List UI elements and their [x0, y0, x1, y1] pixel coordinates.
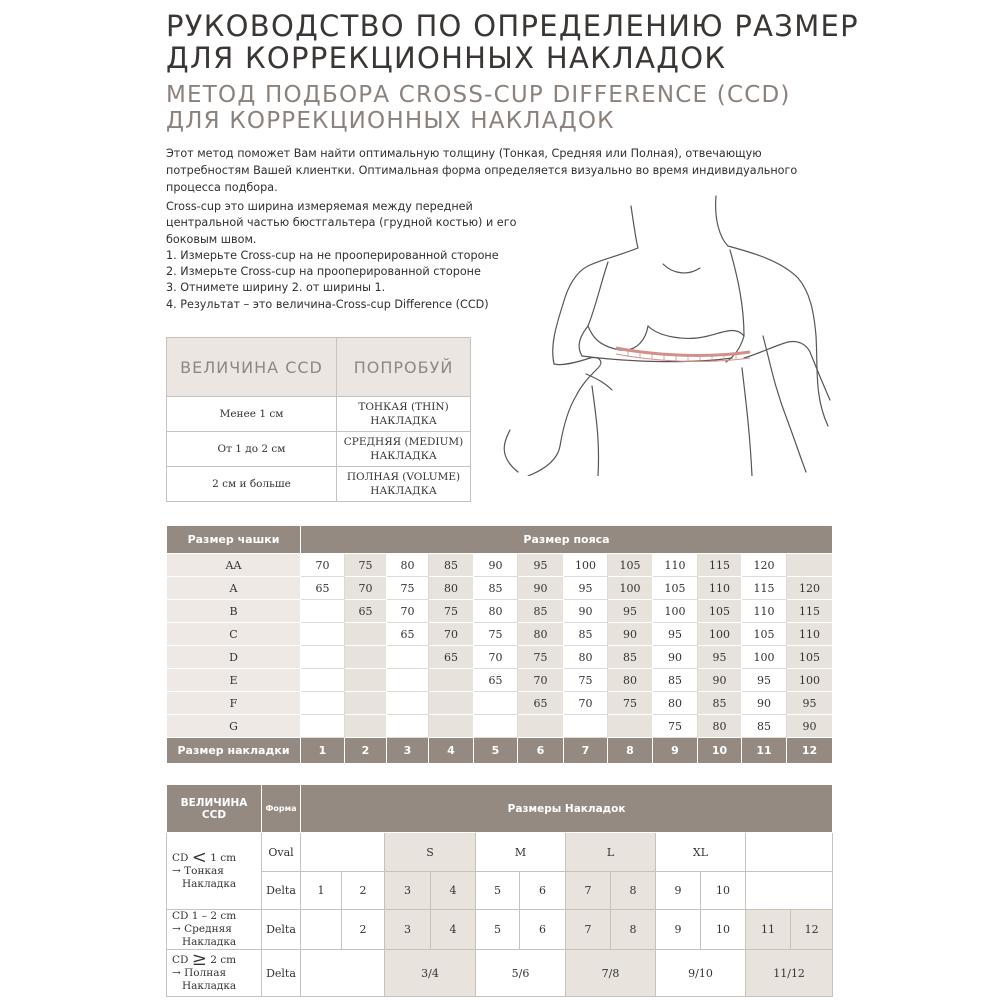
band-size-cell [518, 715, 564, 738]
band-size-cell [608, 715, 653, 738]
pad-size-number: 6 [518, 738, 564, 764]
band-size-cell: 80 [698, 715, 742, 738]
band-size-cell: 105 [742, 623, 787, 646]
band-size-cell: 90 [742, 692, 787, 715]
ccd-try: ПОЛНАЯ (VOLUME) НАКЛАДКА [337, 467, 471, 502]
band-size-cell: 110 [787, 623, 833, 646]
band-size-cell: 80 [474, 600, 518, 623]
cup-size-label: A [167, 577, 301, 600]
band-size-cell: 70 [429, 623, 474, 646]
definition-line-1: Cross-cup это ширина измеряемая между передней [166, 200, 473, 213]
pad-size-number: 3 [387, 738, 429, 764]
delta-size: 2 [342, 872, 385, 910]
ccd-try: СРЕДНЯЯ (MEDIUM) НАКЛАДКА [337, 432, 471, 467]
band-size-cell: 115 [787, 600, 833, 623]
delta-size: 5/6 [476, 950, 566, 997]
pad-size-number: 5 [474, 738, 518, 764]
pad-size-number: 11 [742, 738, 787, 764]
band-size-cell: 80 [653, 692, 698, 715]
band-size-cell: 90 [564, 600, 608, 623]
band-size-cell: 95 [742, 669, 787, 692]
band-size-cell: 75 [429, 600, 474, 623]
band-size-cell [387, 692, 429, 715]
band-size-cell: 80 [387, 554, 429, 577]
delta-size: 9 [656, 872, 701, 910]
pad-size-number: 8 [608, 738, 653, 764]
band-size-cell [345, 715, 387, 738]
band-size-cell: 120 [742, 554, 787, 577]
band-size-cell: 85 [742, 715, 787, 738]
definition-line-2: центральной частью бюстгальтера (грудной костью) и его [166, 216, 517, 230]
pad-sizes-header: Размеры Накладок [301, 785, 833, 833]
band-size-cell: 70 [474, 646, 518, 669]
oval-size: M [476, 833, 566, 872]
band-size-cell: 65 [429, 646, 474, 669]
band-size-cell [345, 692, 387, 715]
band-size-cell: 95 [698, 646, 742, 669]
oval-size: XL [656, 833, 746, 872]
band-size-cell: 85 [474, 577, 518, 600]
cup-size-header: Размер чашки [167, 526, 301, 554]
band-size-cell: 70 [301, 554, 345, 577]
delta-size: 10 [701, 910, 746, 950]
band-size-cell: 90 [608, 623, 653, 646]
band-size-cell: 90 [653, 646, 698, 669]
band-size-cell: 95 [787, 692, 833, 715]
pad-cell [301, 910, 342, 950]
band-size-cell: 110 [653, 554, 698, 577]
pad-size-number: 12 [787, 738, 833, 764]
band-size-cell [345, 669, 387, 692]
band-size-cell [429, 692, 474, 715]
ccd-col-header: ВЕЛИЧИНА CCD [167, 338, 337, 397]
band-size-cell [301, 600, 345, 623]
measurement-illustration [488, 186, 838, 476]
ccd-value-header: ВЕЛИЧИНА CCD [167, 785, 262, 833]
cup-size-label: C [167, 623, 301, 646]
step-4: 4. Результат – это величина-Cross-cup Difference (CCD) [166, 297, 489, 311]
form-oval: Oval [262, 833, 301, 872]
pad-cell [746, 872, 833, 910]
band-size-cell: 80 [518, 623, 564, 646]
band-size-cell [429, 715, 474, 738]
band-size-cell: 90 [698, 669, 742, 692]
delta-size: 12 [791, 910, 833, 950]
cup-size-label: D [167, 646, 301, 669]
band-size-cell: 65 [474, 669, 518, 692]
delta-size: 2 [342, 910, 385, 950]
size-table [166, 525, 833, 764]
band-size-cell: 75 [608, 692, 653, 715]
band-size-cell: 90 [474, 554, 518, 577]
band-size-cell: 65 [387, 623, 429, 646]
band-size-cell: 110 [698, 577, 742, 600]
band-size-cell: 100 [653, 600, 698, 623]
band-size-cell [301, 669, 345, 692]
delta-size: 4 [431, 872, 476, 910]
band-size-cell: 75 [345, 554, 387, 577]
delta-size: 3/4 [385, 950, 476, 997]
band-size-cell: 85 [653, 669, 698, 692]
ccd-try: ТОНКАЯ (THIN) НАКЛАДКА [337, 397, 471, 432]
band-size-cell: 100 [787, 669, 833, 692]
band-size-cell: 85 [564, 623, 608, 646]
band-size-cell: 80 [429, 577, 474, 600]
delta-size: 8 [611, 910, 656, 950]
band-size-cell [564, 715, 608, 738]
band-size-cell: 85 [698, 692, 742, 715]
band-size-cell: 85 [429, 554, 474, 577]
pad-size-number: 10 [698, 738, 742, 764]
band-size-cell: 100 [608, 577, 653, 600]
pad-cell [301, 950, 385, 997]
form-delta: Delta [262, 910, 301, 950]
band-size-cell: 105 [653, 577, 698, 600]
delta-size: 5 [476, 872, 520, 910]
band-size-cell: 95 [608, 600, 653, 623]
band-size-cell: 75 [518, 646, 564, 669]
ccd-range: 2 см и больше [167, 467, 337, 502]
form-delta: Delta [262, 872, 301, 910]
band-size-cell [787, 554, 833, 577]
delta-size: 3 [385, 872, 431, 910]
band-size-cell: 105 [787, 646, 833, 669]
delta-size: 10 [701, 872, 746, 910]
pad-size-label: Размер накладки [167, 738, 301, 764]
delta-size: 9 [656, 910, 701, 950]
band-size-cell: 95 [653, 623, 698, 646]
intro-paragraph: Этот метод поможет Вам найти оптимальную толщину (Тонкая, Средняя или Полная), отвечающую потребностям Вашей клиентки. Оптимальная форма определяется визуально во время индивидуального процесса подбора. [166, 147, 798, 194]
pad-size-number: 1 [301, 738, 345, 764]
band-size-cell: 105 [698, 600, 742, 623]
band-size-cell: 90 [787, 715, 833, 738]
step-3: 3. Отнимете ширину 2. от ширины 1. [166, 281, 386, 295]
band-size-cell: 100 [698, 623, 742, 646]
full-ccd-label: CD ≥ 2 cm → Полная Накладка [167, 950, 262, 997]
band-size-cell [387, 669, 429, 692]
definition-line-3: боковым швом. [166, 232, 257, 246]
band-size-cell [345, 623, 387, 646]
band-size-cell [301, 623, 345, 646]
band-size-header: Размер пояса [301, 526, 833, 554]
band-size-cell: 65 [301, 577, 345, 600]
delta-size: 6 [520, 910, 566, 950]
band-size-cell [474, 692, 518, 715]
ccd-table [166, 337, 471, 502]
cup-size-label: F [167, 692, 301, 715]
band-size-cell: 85 [608, 646, 653, 669]
band-size-cell: 70 [345, 577, 387, 600]
band-size-cell [474, 715, 518, 738]
form-header: Форма [262, 785, 301, 833]
delta-size: 7/8 [566, 950, 656, 997]
band-size-cell [387, 715, 429, 738]
page-title-line-1: РУКОВОДСТВО ПО ОПРЕДЕЛЕНИЮ РАЗМЕР [166, 9, 859, 43]
band-size-cell: 70 [564, 692, 608, 715]
band-size-cell: 70 [387, 600, 429, 623]
thin-ccd-label: CD < 1 cm → Тонкая Накладка [167, 833, 262, 910]
band-size-cell: 80 [608, 669, 653, 692]
band-size-cell: 80 [564, 646, 608, 669]
band-size-cell: 120 [787, 577, 833, 600]
cup-size-label: E [167, 669, 301, 692]
band-size-cell: 95 [564, 577, 608, 600]
band-size-cell: 75 [387, 577, 429, 600]
band-size-cell: 100 [742, 646, 787, 669]
medium-ccd-label: CD 1 – 2 cm → Средняя Накладка [167, 910, 262, 950]
delta-size: 5 [476, 910, 520, 950]
band-size-cell: 105 [608, 554, 653, 577]
band-size-cell: 75 [653, 715, 698, 738]
oval-size: L [566, 833, 656, 872]
delta-size: 6 [520, 872, 566, 910]
pad-cell [746, 833, 833, 872]
delta-size: 11 [746, 910, 791, 950]
band-size-cell [301, 715, 345, 738]
cup-size-label: AA [167, 554, 301, 577]
band-size-cell [301, 646, 345, 669]
delta-size: 8 [611, 872, 656, 910]
band-size-cell: 65 [345, 600, 387, 623]
delta-size: 7 [566, 872, 611, 910]
subtitle-line-1: МЕТОД ПОДБОРА CROSS-CUP DIFFERENCE (CCD) [166, 82, 791, 108]
ccd-range: От 1 до 2 см [167, 432, 337, 467]
delta-size: 11/12 [746, 950, 833, 997]
try-col-header: ПОПРОБУЙ [337, 338, 471, 397]
band-size-cell: 75 [474, 623, 518, 646]
band-size-cell [301, 692, 345, 715]
cup-size-label: B [167, 600, 301, 623]
pad-size-number: 9 [653, 738, 698, 764]
pad-size-number: 7 [564, 738, 608, 764]
oval-size: S [385, 833, 476, 872]
delta-size: 1 [301, 872, 342, 910]
band-size-cell: 115 [698, 554, 742, 577]
delta-size: 4 [431, 910, 476, 950]
band-size-cell: 115 [742, 577, 787, 600]
instructions [166, 199, 517, 313]
pad-size-number: 2 [345, 738, 387, 764]
band-size-cell: 85 [518, 600, 564, 623]
band-size-cell [345, 646, 387, 669]
form-delta: Delta [262, 950, 301, 997]
subtitle-line-2: ДЛЯ КОРРЕКЦИОННЫХ НАКЛАДОК [166, 108, 615, 134]
pad-cell [301, 833, 385, 872]
band-size-cell [429, 669, 474, 692]
ccd-range: Менее 1 см [167, 397, 337, 432]
step-1: 1. Измерьте Cross-cup на не прооперированной стороне [166, 248, 499, 262]
page-title-line-2: ДЛЯ КОРРЕКЦИОННЫХ НАКЛАДОК [166, 41, 727, 75]
delta-size: 3 [385, 910, 431, 950]
cup-size-label: G [167, 715, 301, 738]
delta-size: 7 [566, 910, 611, 950]
band-size-cell [387, 646, 429, 669]
band-size-cell: 70 [518, 669, 564, 692]
band-size-cell: 65 [518, 692, 564, 715]
band-size-cell: 100 [564, 554, 608, 577]
band-size-cell: 90 [518, 577, 564, 600]
pad-sizes-table [166, 784, 833, 997]
band-size-cell: 95 [518, 554, 564, 577]
band-size-cell: 110 [742, 600, 787, 623]
pad-size-number: 4 [429, 738, 474, 764]
band-size-cell: 75 [564, 669, 608, 692]
delta-size: 9/10 [656, 950, 746, 997]
step-2: 2. Измерьте Cross-cup на прооперированной стороне [166, 265, 481, 279]
